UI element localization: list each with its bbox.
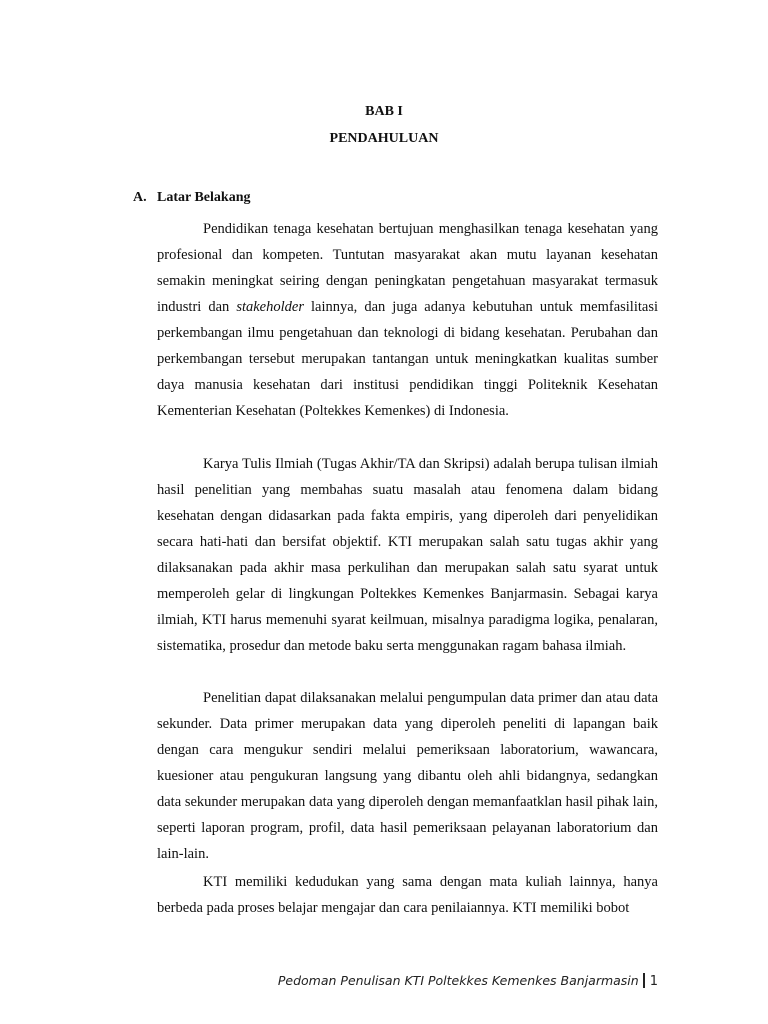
chapter-title: PENDAHULUAN: [329, 131, 439, 146]
footer-separator: [643, 973, 645, 988]
footer-text: Pedoman Penulisan KTI Poltekkes Kemenkes Banjarmasin: [277, 973, 639, 988]
paragraph-1-text-b: lainnya, dan juga adanya kebutuhan untuk memfasilitasi perkembangan ilmu pengetahuan dan teknologi di bidang kesehatan. Perubahan dan perkembangan tersebut merupakan tantangan untuk meningkatkan kualitas sumber daya manusia kesehatan dari institusi pendidikan tinggi Politeknik Kesehatan Kementerian Kesehatan (Poltekkes Kemenkes) di Indonesia.: [157, 299, 658, 419]
page-number: 1: [649, 974, 658, 989]
paragraph-1: [157, 216, 658, 424]
paragraph-2: Karya Tulis Ilmiah (Tugas Akhir/TA dan Skripsi) adalah berupa tulisan ilmiah hasil penelitian yang membahas suatu masalah atau fenomena dalam bidang kesehatan dengan didasarkan pada fakta empiris, yang diperoleh dari penyelidikan secara hati-hati dan bersifat objektif. KTI merupakan salah satu tugas akhir yang dilaksanakan pada akhir masa perkulihan dan merupakan salah satu syarat untuk memperoleh gelar di lingkungan Poltekkes Kemenkes Banjarmasin. Sebagai karya ilmiah, KTI harus memenuhi syarat keilmuan, misalnya paradigma logika, penalaran, sistematika, prosedur dan metode baku serta menggunakan ragam bahasa ilmiah.: [157, 456, 658, 654]
section-title: Latar Belakang: [157, 190, 251, 205]
section-letter: A.: [133, 190, 147, 205]
paragraph-1-italic-term: stakeholder: [236, 299, 304, 315]
paragraph-4: KTI memiliki kedudukan yang sama dengan mata kuliah lainnya, hanya berbeda pada proses belajar mengajar dan cara penilaiannya. KTI memiliki bobot: [157, 874, 658, 916]
paragraph-1-text-a: Pendidikan tenaga kesehatan bertujuan menghasilkan tenaga kesehatan yang profesional dan kompeten. Tuntutan masyarakat akan mutu layanan kesehatan semakin meningkat seiring dengan peningkatan pengetahuan masyarakat termasuk industri dan: [157, 221, 658, 315]
section-heading: [133, 190, 250, 206]
chapter-number: BAB I: [365, 104, 403, 119]
page-footer: [278, 973, 658, 989]
paragraph-3: Penelitian dapat dilaksanakan melalui pengumpulan data primer dan atau data sekunder. Data primer merupakan data yang diperoleh peneliti di lapangan baik dengan cara mengukur sendiri melalui pemeriksaan laboratorium, wawancara, kuesioner atau pengukuran langsung yang dibantu oleh ahli bidangnya, sedangkan data sekunder merupakan data yang diperoleh dengan memanfaatklan hasil pihak lain, seperti laporan program, profil, data hasil pemeriksaan pelayanan laboratorium dan lain-lain.: [157, 690, 658, 862]
